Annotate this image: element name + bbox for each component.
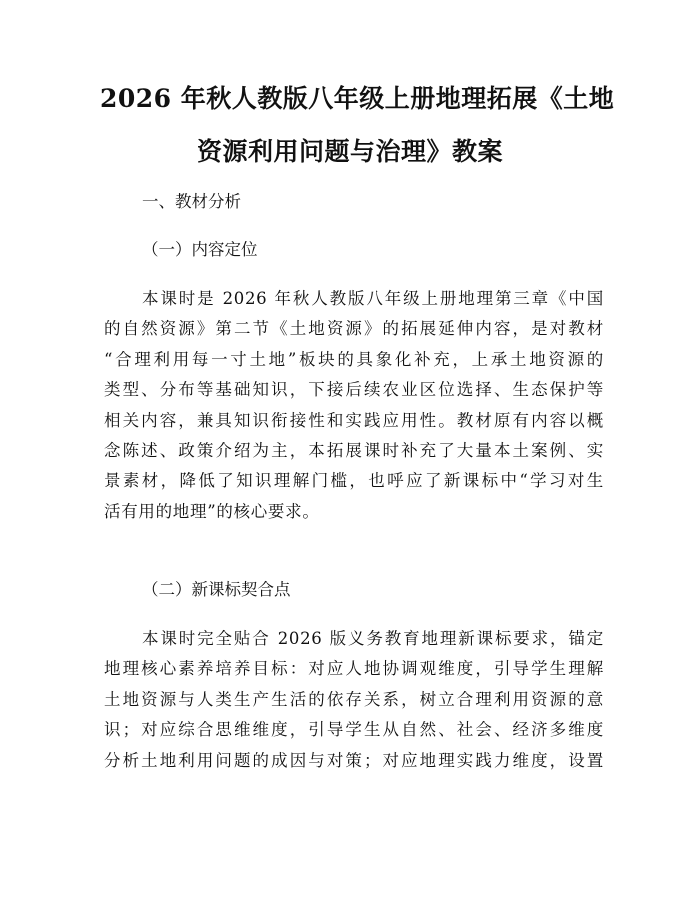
subsection-heading-curriculum-alignment: （二）新课标契合点 xyxy=(142,580,291,599)
paragraph-curriculum-alignment xyxy=(104,624,604,776)
paragraph-line: 识；对应综合思维维度，引导学生从自然、社会、经济多维度 xyxy=(104,720,604,740)
paragraph-line: 地理核心素养培养目标：对应人地协调观维度，引导学生理解 xyxy=(104,659,604,679)
paragraph-line: 本课时是 2026 年秋人教版八年级上册地理第三章《中国 xyxy=(142,289,604,308)
paragraph-content-positioning xyxy=(104,284,604,527)
paragraph-line: 类型、分布等基础知识，下接后续农业区位选择、生态保护等 xyxy=(104,380,604,400)
document-title-line-2: 资源利用问题与治理》教案 xyxy=(196,137,503,166)
paragraph-line: 的自然资源》第二节《土地资源》的拓展延伸内容，是对教材 xyxy=(104,319,604,339)
paragraph-line: 活有用的地理”的核心要求。 xyxy=(104,501,320,521)
paragraph-line: 分析土地利用问题的成因与对策；对应地理实践力维度，设置 xyxy=(104,750,604,770)
paragraph-line: 景素材，降低了知识理解门槛，也呼应了新课标中“学习对生 xyxy=(104,471,604,491)
paragraph-line: “合理利用每一寸土地”板块的具象化补充，上承土地资源的 xyxy=(104,349,604,369)
paragraph-line: 相关内容，兼具知识衔接性和实践应用性。教材原有内容以概 xyxy=(104,410,604,430)
section-heading-teaching-material-analysis: 一、教材分析 xyxy=(142,192,241,211)
document-title-line-1: 2026 年秋人教版八年级上册地理拓展《土地 xyxy=(100,84,615,113)
paragraph-line: 本课时完全贴合 2026 版义务教育地理新课标要求，锚定 xyxy=(142,629,604,648)
paragraph-line: 土地资源与人类生产生活的依存关系，树立合理利用资源的意 xyxy=(104,689,604,709)
paragraph-line: 念陈述、政策介绍为主，本拓展课时补充了大量本土案例、实 xyxy=(104,440,604,460)
subsection-heading-content-positioning: （一）内容定位 xyxy=(142,240,258,259)
